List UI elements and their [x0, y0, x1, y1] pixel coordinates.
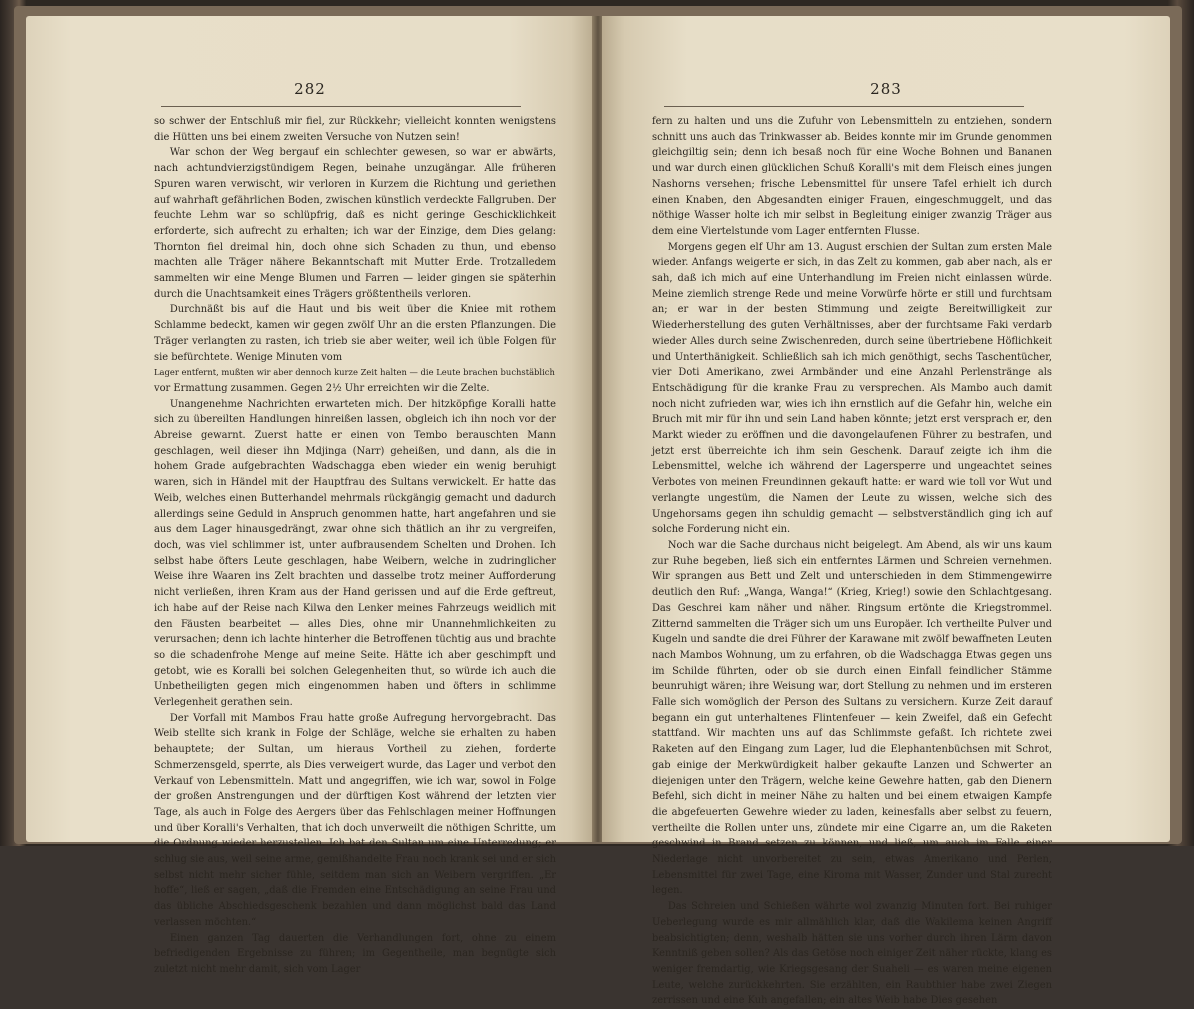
- left-header-rule: [161, 106, 521, 107]
- right-paragraph: Noch war die Sache durchaus nicht beigelegt. Am Abend, als wir uns kaum zur Ruhe begeben, ließ sich ein entferntes Lärmen und Schreien vernehmen. Wir sprangen aus Bett und Zelt und unterschieden in dem Stimmengewirre deutlich den Ruf: „Wanga, Wanga!“ (Krieg, Krieg!) sowie den Schlachtgesang. Das Geschrei kam näher und näher. Ringsum ertönte die Kriegstrommel. Zitternd sammelten die Träger sich um uns Europäer. Ich vertheilte Pulver und Kugeln und sandte die drei Führer der Karawane mit zwölf bewaffneten Leuten nach Mambos Wohnung, um zu erfahren, ob die Wadschagga Etwas gegen uns im Schilde führten, oder ob sie durch einen Einfall feindlicher Stämme beunruhigt wären; ihre Weisung war, dort Stellung zu nehmen und im ersteren Falle sich womöglich der Person des Sultans zu versichern. Kurze Zeit darauf begann ein gut unterhaltenes Flintenfeuer — kein Zweifel, daß ein Gefecht stattfand. Wir machten uns auf das Schlimmste gefaßt. Ich richtete zwei Raketen auf den Eingang zum Lager, lud die Elephantenbüchsen mit Schrot, gab einige der Merkwürdigkeit halber gekaufte Lanzen und Schwerter an diejenigen unter den Trägern, welche keine Gewehre hatten, gab den Dienern Befehl, sich dicht in meiner Nähe zu halten und bei einem etwaigen Kampfe die abgefeuerten Gewehre wieder zu laden, keinesfalls aber selbst zu feuern, vertheilte die Rollen unter uns, zündete mir eine Cigarre an, um die Raketen geschwind in Brand setzen zu können, und ließ, um auch im Falle einer Niederlage nicht unvorbereitet zu sein, etwas Amerikano und Perlen, Lebensmittel für zwei Tage, eine Kiroma mit Wasser, Zunder und Stal zurecht legen.: [652, 539, 1052, 897]
- left-paragraph: Unangenehme Nachrichten erwarteten mich. Der hitzköpfige Koralli hatte sich zu übereilten Handlungen hinreißen lassen, obgleich ich ihn noch vor der Abreise gewarnt. Zuerst hatte er einen von Tembo berauschten Mann geschlagen, weil dieser ihn Mdjinga (Narr) geheißen, und dann, als die in hohem Grade aufgebrachten Wadschagga eben wieder ein wenig beruhigt waren, sich in Händel mit der Hauptfrau des Sultans verwickelt. Er hatte das Weib, welches einen Butterhandel mehrmals rückgängig gemacht und dadurch allerdings seine Geduld in Anspruch genommen hatte, hart angefahren und sie aus dem Lager hinausgedrängt, zwar ohne sich thätlich an ihr zu vergreifen, doch, was viel schlimmer ist, unter aufbrausendem Schelten und Drohen. Ich selbst habe öfters Leute geschlagen, habe Weibern, welche in zudringlicher Weise ihre Waaren ins Zelt brachten und dasselbe trotz meiner Aufforderung nicht verließen, ihren Kram aus der Hand gerissen und auf die Erde geftreut, ich habe auf der Reise nach Kilwa den Lenker meines Fahrzeugs weidlich mit den Fäusten bearbeitet — alles Dies, ohne mir Unannehmlichkeiten zu verursachen; denn ich lachte hinterher die Betroffenen tüchtig aus und brachte so die schadenfrohe Menge auf meine Seite. Hätte ich aber geschimpft und getobt, wie es Koralli bei solchen Gelegenheiten thut, so würde ich auch die Unbetheiligten gegen mich eingenommen haben und öfters in schlimme Verlegenheit gerathen sein.: [154, 398, 556, 709]
- left-page-text: [154, 114, 556, 978]
- left-paragraph: so schwer der Entschluß mir fiel, zur Rückkehr; vielleicht konnten wenigstens die Hütten uns bei einem zweiten Versuche von Nutzen sein!: [154, 116, 556, 143]
- right-paragraph: Morgens gegen elf Uhr am 13. August erschien der Sultan zum ersten Male wieder. Anfangs weigerte er sich, in das Zelt zu kommen, gab aber nach, als er sah, daß ich mich auf eine Unterhandlung im Freien nicht einlassen würde. Meine ziemlich strenge Rede und meine Vorwürfe hörte er still und furchtsam an; er war in der besten Stimmung und zeigte Bereitwilligkeit zur Wiederherstellung des guten Verhältnisses, aber der furchtsame Faki verdarb wieder Alles durch seine Zwischenreden, durch seine übertriebene Höflichkeit und Unterthänigkeit. Schließlich sah ich mich genöthigt, sechs Taschentücher, vier Doti Amerikano, zwei Armbänder und eine Anzahl Perlenstränge als Entschädigung für die kranke Frau zu versprechen. Als Mambo auch damit noch nicht zufrieden war, wies ich ihn ernstlich auf die Gefahr hin, welche ein Bruch mit mir für ihn und sein Land haben könnte; jetzt erst versprach er, den Markt wieder zu eröffnen und die davongelaufenen Führer zu bestrafen, und jetzt erst überreichte ich ihm sein Geschenk. Darauf zeigte ich ihm die Lebensmittel, welche ich während der Lagersperre und ungeachtet seines Verbotes von meinen Freundinnen gekauft hatte: er ward wie toll vor Wut und verlangte ungestüm, die Namen der Leute zu wissen, welche sich des Ungehorsams gegen ihn schuldig gemacht — selbstverständlich ging ich auf solche Forderung nicht ein.: [652, 241, 1052, 536]
- left-paragraph: Der Vorfall mit Mambos Frau hatte große Aufregung hervorgebracht. Das Weib stellte sich krank in Folge der Schläge, welche sie erhalten zu haben behauptete; der Sultan, um hieraus Vortheil zu ziehen, forderte Schmerzensgeld, sperrte, als Dies verweigert wurde, das Lager und verbot den Verkauf von Lebensmitteln. Matt und angegriffen, wie ich war, sowol in Folge der großen Anstrengungen und der dürftigen Kost während der letzten vier Tage, als auch in Folge des Aergers über das Fehlschlagen meiner Hoffnungen und über Koralli's Verhalten, that ich doch unverweilt die nöthigen Schritte, um die Ordnung wieder herzustellen. Ich bat den Sultan um eine Unterredung; er schlug sie aus, weil seine arme, gemißhandelte Frau noch krank sei und er sich selbst nicht mehr sicher fühle, seitdem man sich an Weibern vergriffen. „Er hoffe“, ließ er sagen, „daß die Fremden eine Entschädigung an seine Frau und das übliche Abschiedsgeschenk bezahlen und dann möglichst bald das Land verlassen möchten.“: [154, 712, 556, 928]
- left-paragraph: Einen ganzen Tag dauerten die Verhandlungen fort, ohne zu einem befriedigenden Ergebnisse zu führen; im Gegentheile, man begnügte sich zuletzt nicht mehr damit, sich vom Lager: [154, 932, 556, 975]
- right-page-number: 283: [870, 80, 902, 98]
- right-page-text: [652, 114, 1052, 1009]
- right-header-rule: [664, 106, 1024, 107]
- left-paragraph: Durchnäßt bis auf die Haut und bis weit über die Kniee mit rothem Schlamme bedeckt, kamen wir gegen zwölf Uhr an die ersten Pflanzungen. Die Träger verlangten zu rasten, ich trieb sie aber weiter, weil ich üble Folgen für sie befürchtete. Wenige Minuten vom: [154, 304, 556, 363]
- left-paragraph: War schon der Weg bergauf ein schlechter gewesen, so war er abwärts, nach achtundvierzigstündigem Regen, beinahe unzugängar. Alle früheren Spuren waren verwischt, wir verloren in Kurzem die Richtung und geriethen auf wahrhaft gefährlichen Boden, zwischen künstlich verdeckte Fallgruben. Der feuchte Lehm war so schlüpfrig, daß es nicht geringe Geschicklichkeit erforderte, sich aufrecht zu erhalten; ich war der Einzige, dem Dies gelang: Thornton fiel dreimal hin, doch ohne sich Schaden zu thun, und ebenso machten alle Träger nähere Bekanntschaft mit Mutter Erde. Trotzalledem sammelten wir eine Menge Blumen und Farren — leider gingen sie späterhin durch die Unachtsamkeit eines Trägers größtentheils verloren.: [154, 147, 556, 300]
- right-paragraph: Das Schreien und Schießen währte wol zwanzig Minuten fort. Bei ruhiger Ueberlegung wurde es mir allmählich klar, daß die Wakilema keinen Angriff beabsichtigten; denn, weshalb hätten sie uns vorher durch ihren Lärm davon Kenntniß geben sollen? Als das Getöse noch einiger Zeit näher rückte, klang es weniger fremdartig, wie Kriegsgesang der Suaheli — es waren meine eigenen Leute, welche zurückkehrten. Sie erzählten, ein Raubthier habe zwei Ziegen zerrissen und eine Kuh angefallen; ein altes Weib habe Dies gesehen: [652, 901, 1052, 1007]
- left-paragraph: vor Ermattung zusammen. Gegen 2½ Uhr erreichten wir die Zelte.: [154, 382, 490, 394]
- left-page: [26, 16, 594, 975]
- left-paragraph: Lager entfernt, mußten wir aber dennoch kurze Zeit halten — die Leute brachen buchstäblich: [154, 367, 555, 378]
- right-paragraph: fern zu halten und uns die Zufuhr von Lebensmitteln zu entziehen, sondern schnitt uns auch das Trinkwasser ab. Beides konnte mir im Grunde genommen gleichgiltig sein; denn ich besaß noch für eine Woche Bohnen und Bananen und war durch einen glücklichen Schuß Koralli's mit dem Fleisch eines jungen Nashorns versehen; frische Lebensmittel für unsere Tafel erhielt ich durch einen Knaben, den Abgesandten einiger Frauen, eingeschmuggelt, und das nöthige Wasser holte ich mir selbst in Begleitung einiger zwanzig Träger aus dem eine Viertelstunde vom Lager entfernten Flusse.: [652, 116, 1052, 237]
- right-page: [602, 16, 1170, 1007]
- book-spread: [14, 6, 1182, 1007]
- left-page-number: 282: [294, 80, 326, 98]
